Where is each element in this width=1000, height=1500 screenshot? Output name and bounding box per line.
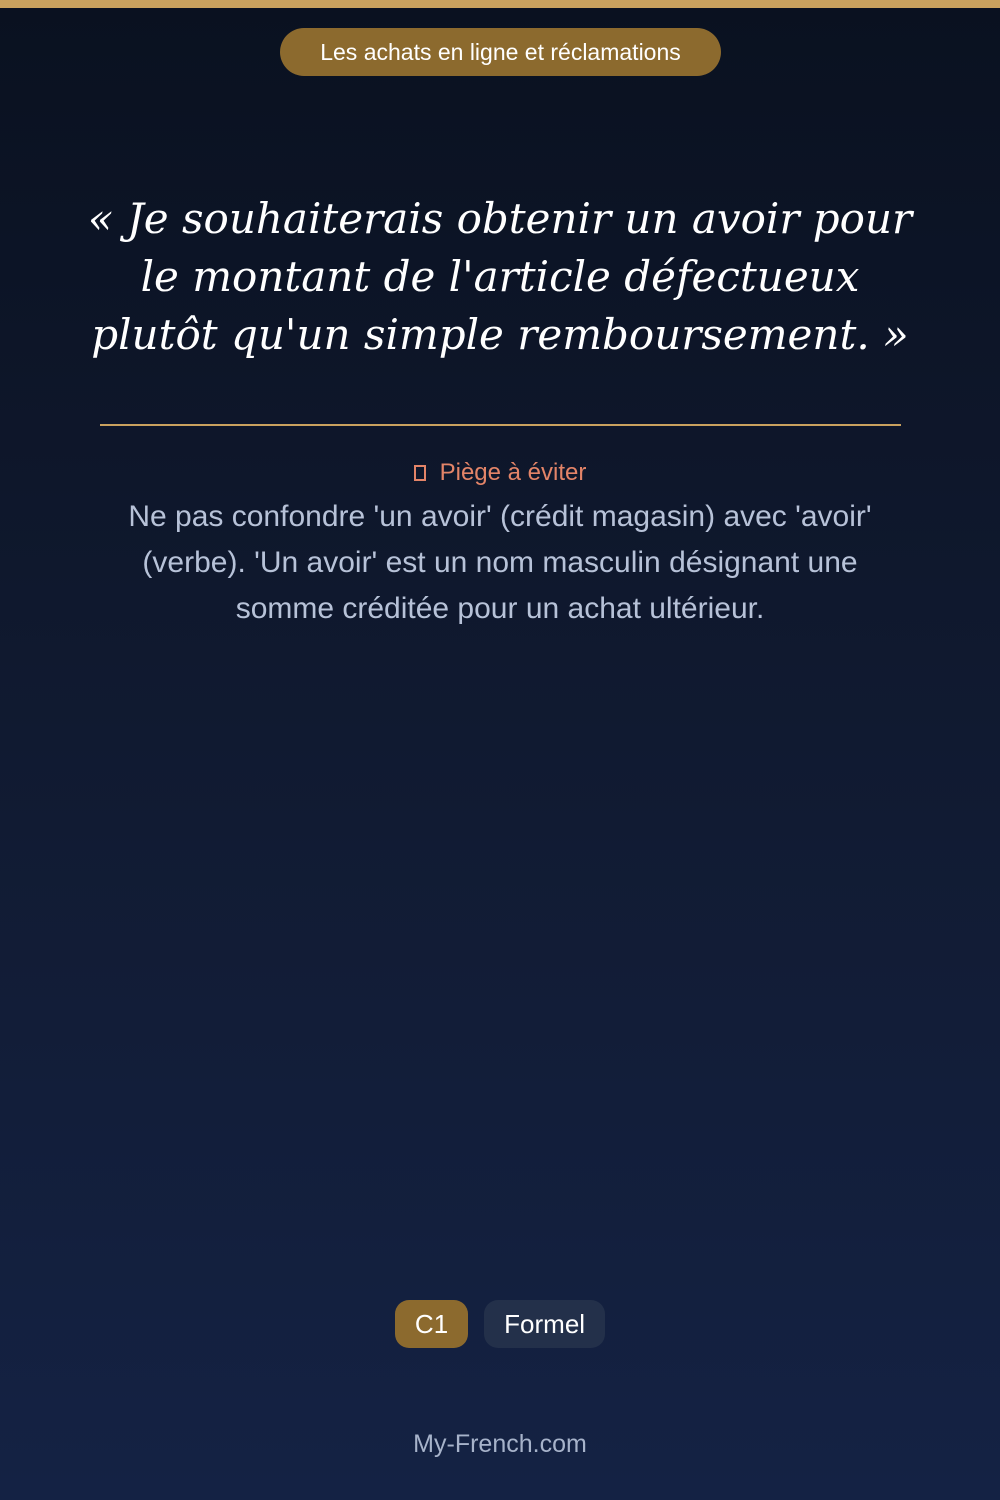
warning-icon [414,465,426,481]
tag-list [0,1300,1000,1348]
pitfall-explanation: Ne pas confondre 'un avoir' (crédit magasin) avec 'avoir' (verbe). 'Un avoir' est un nom masculin désignant une somme créditée pour un achat ultérieur. [128,500,872,625]
divider [100,424,901,426]
top-accent-bar [0,0,1000,8]
site-footer: My-French.com [413,1430,587,1458]
pitfall-heading [0,458,1000,488]
example-sentence: « Je souhaiterais obtenir un avoir pour le montant de l'article défectueux plutôt qu'un simple remboursement. » [87,194,913,359]
register-badge: Formel [484,1300,605,1348]
level-badge: C1 [395,1300,468,1348]
pitfall-heading-label: Piège à éviter [439,459,587,486]
category-badge: Les achats en ligne et réclamations [280,28,721,76]
